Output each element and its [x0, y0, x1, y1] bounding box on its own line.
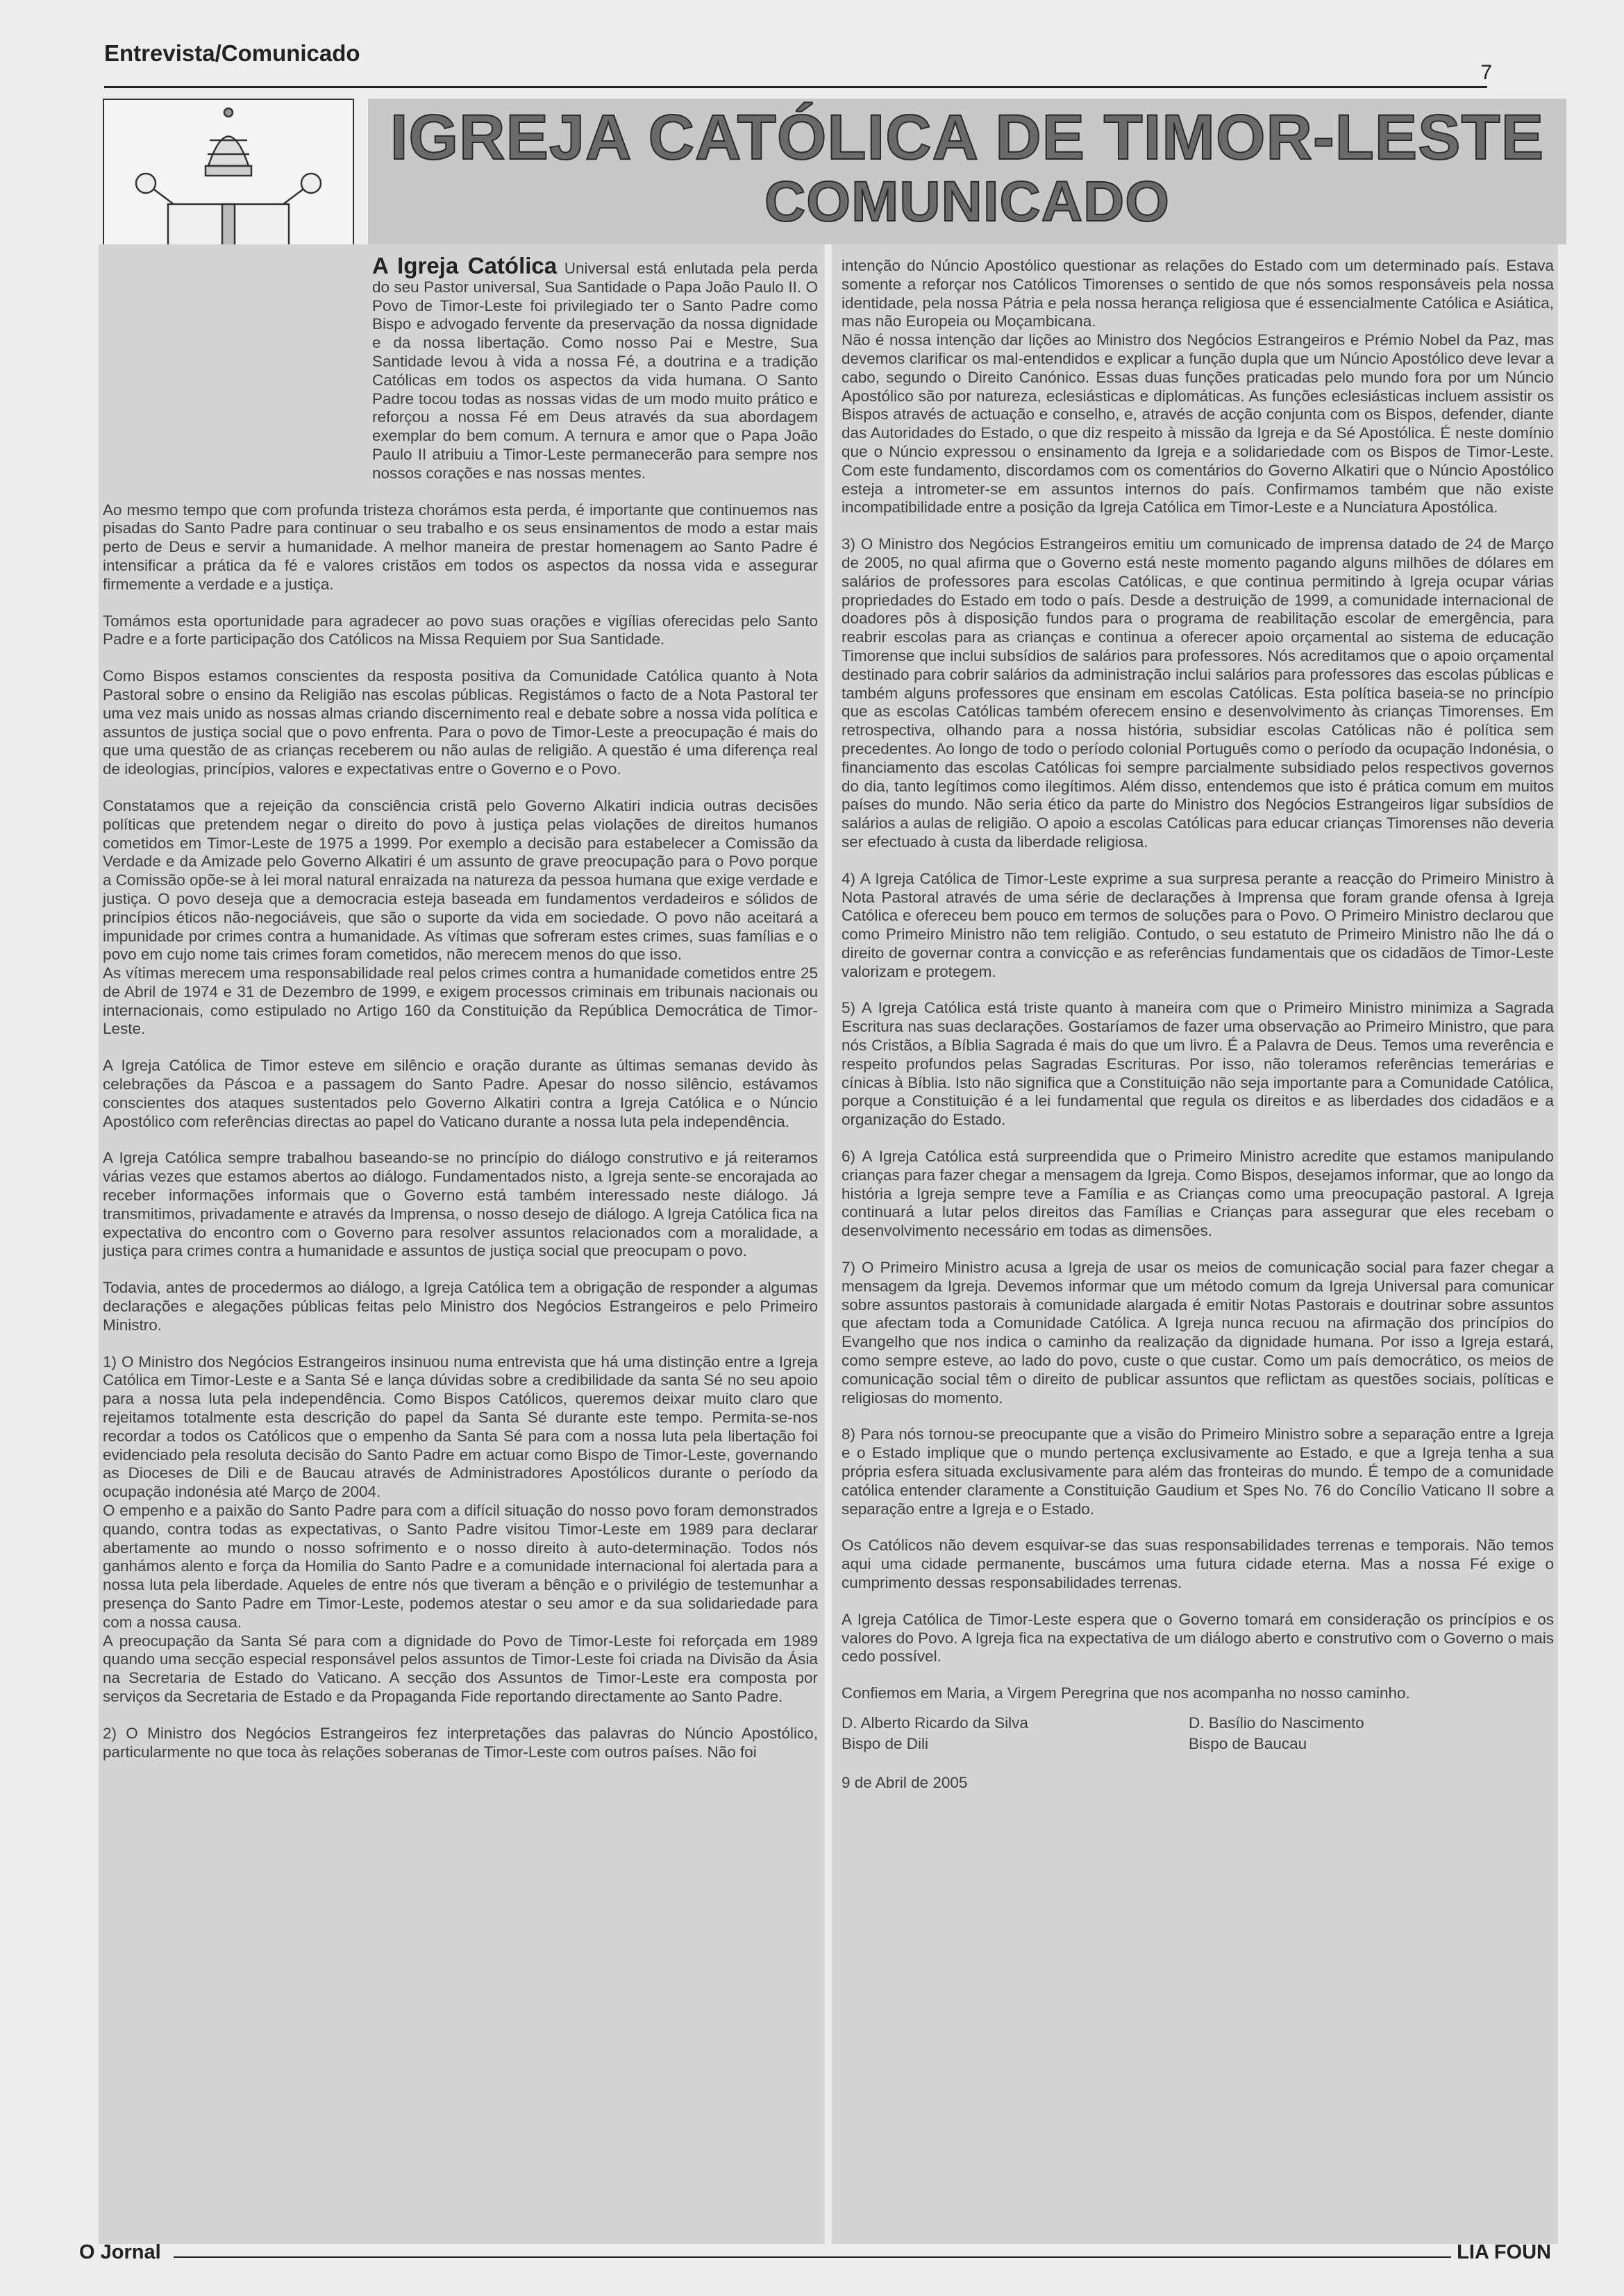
paragraph: A Igreja Católica de Timor-Leste espera que o Governo tomará em consideração os princípios e os valores do Povo. A Igreja fica na expectativa de um diálogo aberto e construtivo com o Governo o mais cedo possível. — [842, 1610, 1554, 1666]
footer-publication: O Jornal — [79, 2241, 161, 2263]
article-right-column — [832, 244, 1558, 2244]
paragraph: 8) Para nós tornou-se preocupante que a visão do Primeiro Ministro sobre a separação entre a Igreja e o Estado implique que o mundo pertença exclusivamente ao Estado, e que a Igreja tenha a sua própria esfera situada exclusivamente para além das fronteiras do mundo. É tempo de a comunidade católica entender claramente a Constituição Gaudium et Spes No. 76 do Concílio Vaticano II sobre a separação entre a Igreja e o Estado. — [842, 1425, 1554, 1518]
section-label: Entrevista/Comunicado — [104, 40, 360, 66]
paragraph: A Igreja Católica sempre trabalhou baseando-se no princípio do diálogo construtivo e já reiteramos várias vezes que estamos abertos ao diálogo. Fundamentados nisto, a Igreja sente-se encorajada ao receber informações informais que o Governo está também interessado neste diálogo. Já transmitimos, privadamente e através da Imprensa, o nosso desejo de diálogo. A Igreja Católica fica na expectativa do encontro com o Governo para resolver assuntos relacionados com a moralidade, a justiça para crimes contra a humanidade e assuntos de justiça social que preocupam o povo. — [103, 1149, 818, 1260]
intro-text: Universal está enlutada pela perda do seu Pastor universal, Sua Santidade o Papa João Paulo II. O Povo de Timor-Leste foi privilegiado ter o Santo Padre como Bispo e advogado fervente da preservação da nossa dignidade e da nossa libertação. Como nosso Pai e Mestre, Sua Santidade levou à vida a nossa Fé, a doutrina e a tradição Católicas em todos os aspectos da vida humana. O Santo Padre tocou todas as nossas vidas de um modo muito prático e reforçou a nossa Fé em Deus através da sua abordagem exemplar do bem comum. A ternura e amor que o Papa João Paulo II atribuiu a Timor-Leste permanecerão para sempre nos nossos corações e nas nossas mentes. — [372, 260, 818, 482]
paragraph: A preocupação da Santa Sé para com a dignidade do Povo de Timor-Leste foi reforçada em 1989 quando uma secção especial responsável pelos assuntos de Timor-Leste foi criada na Divisão da Ásia na Secretaria de Estado do Vaticano. A secção dos Assuntos de Timor-Leste era composta por serviços da Secretaria de Estado e da Propaganda Fide reportando directamente ao Santo Padre. — [103, 1632, 818, 1705]
intro-paragraph — [103, 253, 818, 483]
date-line: 9 de Abril de 2005 — [842, 1773, 968, 1791]
paragraph: Confiemos em Maria, a Virgem Peregrina que nos acompanha no nosso caminho. — [842, 1684, 1410, 1702]
paragraph: Constatamos que a rejeição da consciência cristã pelo Governo Alkatiri indicia outras decisões políticas que pretendem negar o direito do povo à justiça pelas violações de direitos humanos cometidos em Timor-Leste de 1975 a 1999. Por exemplo a decisão para estabelecer a Comissão da Verdade e da Amizade pelo Governo Alkatiri é um assunto de grave preocupação para o Povo porque a Comissão opõe-se à lei moral natural enraizada na natureza da pessoa humana que exige verdade e justiça. O povo deseja que a democracia esteja baseada em fundamentos verdadeiros e sólidos de princípios éticos não-negociáveis, que são o suporte da vida em sociedade. O povo não aceitará a impunidade por crimes contra a humanidade. As vítimas que sofreram estes crimes, suas famílias e o povo em cujo nome tais crimes foram cometidos, não merecem menos do que isso. — [103, 796, 818, 964]
paragraph: 1) O Ministro dos Negócios Estrangeiros insinuou numa entrevista que há uma distinção entre a Igreja Católica em Timor-Leste e a Santa Sé e lança dúvidas sobre a credibilidade da santa Sé no seu apoio para a nossa luta pela independência. Como Bispos Católicos, queremos deixar muito claro que rejeitamos totalmente esta descrição do papel da Santa Sé durante este tempo. Permita-se-nos recordar a todos os Católicos que o empenho da Santa Sé para com a nossa luta pela libertação foi evidenciado pela resoluta decisão do Santo Padre em actuar como Bispo de Timor-Leste, governando as Dioceses de Dili e de Baucau através de Administradores Apostólicos durante o período da ocupação indonésia até Março de 2004. — [103, 1352, 818, 1501]
page-number: 7 — [1480, 61, 1492, 84]
signatures — [842, 1713, 1554, 1754]
paragraph: 4) A Igreja Católica de Timor-Leste exprime a sua surpresa perante a reacção do Primeiro Ministro à Nota Pastoral através de uma série de declarações à Imprensa que foram grande ofensa à Igreja Católica e ofereceu bem pouco em termos de soluções para o Povo. O Primeiro Ministro declarou que como Primeiro Ministro não tem religião. Contudo, o seu estatuto de Primeiro Ministro não lhe dá o direito de governar contra a convicção e as referências fundamentais que os cidadãos de Timor-Leste valorizam e protegem. — [842, 869, 1554, 980]
headline-title: IGREJA CATÓLICA DE TIMOR-LESTE — [390, 102, 1545, 173]
paragraph: intenção do Núncio Apostólico questionar as relações do Estado com um determinado país. Estava somente a reforçar nos Católicos Timorenses o sentido de que nós somos responsáveis pela nossa identidade, pela nossa Pátria e pela nossa herança religiosa que é essencialmente Católica e Asiática, mas não Europeia ou Moçambicana. — [842, 257, 1554, 330]
paragraph: 2) O Ministro dos Negócios Estrangeiros fez interpretações das palavras do Núncio Apostólico, particularmente no que toca às relações soberanas de Timor-Leste com outros países. Não foi — [103, 1724, 818, 1761]
signatory-title: Bispo de Baucau — [1189, 1734, 1307, 1752]
paragraph: 3) O Ministro dos Negócios Estrangeiros emitiu um comunicado de imprensa datado de 24 de Março de 2005, no qual afirma que o Governo está neste momento pagando alguns milhões de dólares em salários de professores para escolas Católicas, e que continua permitindo à Igreja ocupar várias propriedades do Estado em todo o país. Desde a destruição de 1999, a comunidade internacional de doadores pôs à disposição fundos para o programa de reabilitação escolar de emergência, para reabrir escolas para as crianças e continua a oferecer apoio orçamental ao sistema de educação Timorense que inclui subsídios de salários para professores. Nós acreditamos que o apoio orçamental destinado para cobrir salários da administração inclui salários para professores das escolas públicas e também alguns professores que ensinam em escolas Católicas. Esta política baseia-se no princípio que as escolas Católicas também oferecem ensino e desenvolvimento às crianças Timorenses. Em retrospectiva, olhando para a nossa história, subsidiar escolas Católicas não é política sem precedentes. Ao longo de todo o período colonial Português como o período da ocupação Indonésia, o financiamento das escolas Católicas foi sempre parcialmente subsidiado pelos respectivos governos do dia, tanto legítimos como ilegítimos. Além disso, entendemos que isto é prática comum em muitos países do mundo. Não seria ético da parte do Ministro dos Negócios Estrangeiros ligar subsídios de salários a aulas de religião. O apoio a escolas Católicas para educar crianças Timorenses não deveria ser efectuado à custa da liberdade religiosa. — [842, 535, 1554, 850]
footer-brand: LIA FOUN — [1457, 2241, 1551, 2263]
footer-rule — [174, 2256, 1451, 2258]
paragraph: Todavia, antes de procedermos ao diálogo, a Igreja Católica tem a obrigação de responder a algumas declarações e alegações públicas feitas pelo Ministro dos Negócios Estrangeiros e pelo Primeiro Ministro. — [103, 1279, 818, 1334]
paragraph: Tomámos esta oportunidade para agradecer ao povo suas orações e vigílias oferecidas pelo Santo Padre e a forte participação dos Católicos na Missa Requiem por Sua Santidade. — [103, 612, 818, 648]
paragraph: Como Bispos estamos conscientes da resposta positiva da Comunidade Católica quanto à Nota Pastoral sobre o ensino da Religião nas escolas públicas. Registámos o facto de a Nota Pastoral ter uma vez mais unido as nossas almas criando discernimento real e debate sobre a nossa vida política e assuntos de justiça social que o povo enfrenta. Para o povo de Timor-Leste a preocupação é mais do que uma questão de as crianças receberem ou não aulas de religião. A questão é uma diferença real de ideologias, princípios, valores e expectativas entre o Governo e o Povo. — [103, 667, 818, 778]
headline-banner — [368, 99, 1566, 244]
paragraph: Não é nossa intenção dar lições ao Ministro dos Negócios Estrangeiros e Prémio Nobel da Paz, mas devemos clarificar os mal-entendidos e explicar a função dupla que um Núncio Apostólico deve levar a cabo, segundo o Direito Canónico. Essas duas funções praticadas pelo mundo fora por um Núncio Apostólico são por natureza, eclesiásticas e diplomáticas. As funções eclesiásticas incluem assistir os Bispos através de actuação e conselho, e, através de acção conjunta com os Bispos, defender, diante das Autoridades do Estado, o que diz respeito à missão da Igreja e da Sé Apostólica. É neste domínio que o Núncio expressou o ensinamento da Igreja e a solidariedade com os Bispos de Timor-Leste. Com este fundamento, discordamos com os comentários do Governo Alkatiri que o Núncio Apostólico esteja a intrometer-se em assuntos internos do país. Confirmamos também que não existe incompatibilidade entre a posição da Igreja Católica em Timor-Leste e a Nunciatura Apostólica. — [842, 331, 1554, 517]
signature-dili — [842, 1713, 1105, 1754]
article-left-column — [99, 244, 825, 2244]
paragraph: O empenho e a paixão do Santo Padre para com a difícil situação do nosso povo foram demonstrados quando, contra todas as expectativas, o Santo Padre visitou Timor-Leste em 1989 para declarar abertamente ao mundo o nosso sofrimento e o nosso direito à auto-determinação. Todos nós ganhámos alento e força da Homilia do Santo Padre e a comunidade internacional foi alertada para a nossa luta pela liberdade. Aqueles de entre nós que tiveram a bênção e o privilégio de testemunhar a presença do Santo Padre em Timor-Leste, podemos atestar o seu amor e da sua solidariedade para com a nossa causa. — [103, 1502, 818, 1631]
paragraph: 5) A Igreja Católica está triste quanto à maneira com que o Primeiro Ministro minimiza a Sagrada Escritura nas suas declarações. Gostaríamos de fazer uma observação ao Primeiro Ministro, que para nós Cristãos, a Bíblia Sagrada é mais do que um livro. É a Palavra de Deus. Temos uma reverência e respeito profundos pelas Sagradas Escrituras. Por isso, não toleramos referências temerárias e cínicas à Bíblia. Isto não significa que a Constituição não seja importante para a Comunidade Católica, porque a Constituição é a lei fundamental que regula os direitos e as liberdades dos cidadãos e a organização do Estado. — [842, 999, 1554, 1129]
signatory-title: Bispo de Dili — [842, 1734, 929, 1752]
signature-baucau — [1189, 1713, 1453, 1754]
header-rule — [104, 86, 1487, 88]
headline-subtitle: COMUNICADO — [764, 170, 1170, 233]
paragraph: 7) O Primeiro Ministro acusa a Igreja de usar os meios de comunicação social para fazer chegar a mensagem da Igreja. Devemos informar que um método comum da Igreja Universal para comunicar sobre assuntos pastorais à comunidade alargada é emitir Notas Pastorais e doutrinar sobre assuntos que afectam toda a Comunidade Católica. A Igreja nunca recuou na afirmação dos princípios do Evangelho que nos indica o caminho da realização da dignidade humana. Por isso a Igreja estará, como sempre esteve, ao lado do povo, custe o que custar. Como um país democrático, os meios de comunicação social têm o direito de publicar assuntos que reflictam as questões sociais, políticas e religiosas do momento. — [842, 1259, 1554, 1407]
signatory-name: D. Basílio do Nascimento — [1189, 1713, 1364, 1732]
signatory-name: D. Alberto Ricardo da Silva — [842, 1713, 1028, 1732]
paragraph: As vítimas merecem uma responsabilidade real pelos crimes contra a humanidade cometidos entre 25 de Abril de 1974 e 31 de Dezembro de 1999, e exigem processos criminais em tribunais nacionais ou internacionais, como estipulado no Artigo 160 da Constituição da República Democrática de Timor-Leste. — [103, 964, 818, 1038]
paragraph: 6) A Igreja Católica está surpreendida que o Primeiro Ministro acredite que estamos manipulando crianças para fazer chegar a mensagem da Igreja. Como Bispos, desejamos informar, que ao longo da história a Igreja sempre teve a Família e as Crianças como uma preocupação pastoral. A Igreja continuará a lutar pelos direitos das Famílias e Crianças para assegurar que eles recebam o desenvolvimento necessário em todas as dimensões. — [842, 1148, 1554, 1240]
paragraph: Ao mesmo tempo que com profunda tristeza chorámos esta perda, é importante que continuemos nas pisadas do Santo Padre para continuar o seu trabalho e os seus ensinamentos de modo a estar mais perto de Deus e servir a humanidade. A melhor maneira de prestar homenagem ao Santo Padre é intensificar a prática da fé e valores cristãos em todos os aspectos da nossa vida e assegurar firmemente a verdade e a justiça. — [103, 501, 818, 593]
paragraph: Os Católicos não devem esquivar-se das suas responsabilidades terrenas e temporais. Não temos aqui uma cidade permanente, buscámos uma futura cidade eterna. Mas a nossa Fé exige o cumprimento dessas responsabilidades terrenas. — [842, 1536, 1554, 1591]
paragraph: A Igreja Católica de Timor esteve em silêncio e oração durante as últimas semanas devido às celebrações da Páscoa e a passagem do Santo Padre. Apesar do nosso silêncio, estávamos conscientes dos ataques sustentados pelo Governo Alkatiri contra a Igreja Católica e o Núncio Apostólico com referências directas ao papel do Vaticano durante a nossa luta pela independência. — [103, 1057, 818, 1130]
intro-lead: A Igreja Católica — [372, 253, 558, 278]
